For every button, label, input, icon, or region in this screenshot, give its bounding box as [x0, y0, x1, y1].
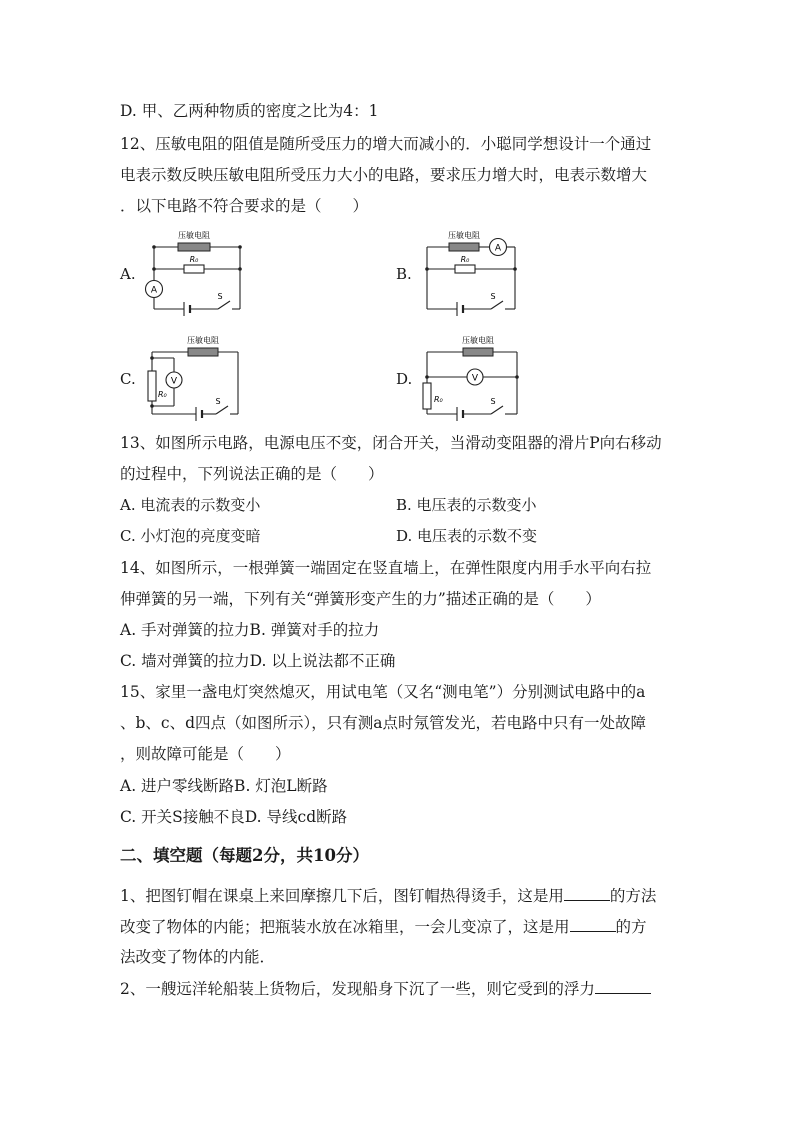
q12-circuit-c [140, 330, 250, 422]
q14-stem-line-1: 14、如图所示，一根弹簧一端固定在竖直墙上，在弹性限度内用手水平向右拉 [120, 559, 652, 577]
fill2-line-1-text: 2、一艘远洋轮船装上货物后，发现船身下沉了一些，则它受到的浮力 [120, 980, 595, 998]
q12-a-switch-label: S [217, 292, 223, 301]
q12-b-r0-label: R₀ [460, 255, 470, 264]
q15-stem-line-3: ，则故障可能是（ ） [120, 745, 291, 763]
q12-d-voltmeter: V [471, 373, 479, 384]
section-2-title: 二、填空题（每题2分，共10分） [120, 846, 369, 865]
q13-option-a: A. 电流表的示数变小 [120, 496, 261, 514]
fill2-blank-1[interactable] [595, 977, 651, 994]
q12-circuit-a [140, 225, 250, 317]
q15-stem-line-2: 、b、c、d四点（如图所示），只有测a点时氖管发光，若电路中只有一处故障 [120, 714, 647, 732]
q12-d-resistor-label: 压敏电阻 [462, 336, 494, 345]
fill1-line-3: 法改变了物体的内能． [120, 948, 276, 966]
q12-stem-line-2: 电表示数反映压敏电阻所受压力大小的电路，要求压力增大时，电表示数增大 [120, 166, 648, 184]
fill1-line-1-text-a: 1、把图钉帽在课桌上来回摩擦几下后，图钉帽热得烫手，这是用 [120, 887, 564, 905]
q13-stem-line-1: 13、如图所示电路，电源电压不变，闭合开关，当滑动变阻器的滑片P向右移动 [120, 434, 662, 452]
q13-option-d: D. 电压表的示数不变 [396, 527, 538, 545]
fill1-line-2-text-a: 改变了物体的内能；把瓶装水放在冰箱里，一会儿变凉了，这是用 [120, 918, 570, 936]
q12-b-resistor-label: 压敏电阻 [448, 231, 480, 240]
q11-option-d: D. 甲、乙两种物质的密度之比为4：1 [120, 102, 379, 120]
q12-option-a-label: A. [120, 265, 136, 283]
q12-stem-line-1: 12、压敏电阻的阻值是随所受压力的增大而减小的．小聪同学想设计一个通过 [120, 135, 652, 153]
q12-circuit-d [413, 330, 523, 422]
fill1-line-2 [120, 915, 647, 938]
fill1-line-2-text-b: 的方 [615, 918, 647, 936]
q12-c-r0-label: R₀ [158, 390, 167, 399]
q12-a-ammeter: A [150, 285, 158, 296]
q15-stem-line-1: 15、家里一盏电灯突然熄灭，用试电笔（又名“测电笔”）分别测试电路中的a [120, 683, 646, 701]
q12-b-switch-label: S [490, 292, 496, 301]
q12-b-pressure-resistor [449, 243, 479, 251]
q12-option-b-label: B. [396, 265, 412, 283]
q13-option-b: B. 电压表的示数变小 [396, 496, 537, 514]
q12-a-resistor-label: 压敏电阻 [178, 231, 210, 240]
q12-c-switch-label: S [215, 397, 221, 406]
q15-options-line-1: A. 进户零线断路B. 灯泡L断路 [120, 777, 328, 795]
q14-options-line-1: A. 手对弹簧的拉力B. 弹簧对手的拉力 [120, 621, 380, 639]
fill1-blank-1[interactable] [564, 884, 610, 901]
q12-a-pressure-resistor [178, 243, 210, 251]
q12-option-d-label: D. [396, 370, 413, 388]
q14-stem-line-2: 伸弹簧的另一端，下列有关“弹簧形变产生的力”描述正确的是（ ） [120, 590, 601, 608]
q12-d-switch-label: S [490, 397, 496, 406]
q12-a-r0-label: R₀ [189, 255, 199, 264]
q14-options-line-2: C. 墙对弹簧的拉力D. 以上说法都不正确 [120, 652, 396, 670]
q12-c-resistor-label: 压敏电阻 [187, 336, 219, 345]
fill1-blank-2[interactable] [570, 915, 616, 932]
q12-b-ammeter: A [494, 243, 502, 254]
q15-options-line-2: C. 开关S接触不良D. 导线cd断路 [120, 808, 348, 826]
fill1-line-1-text-b: 的方法 [609, 887, 657, 905]
q12-d-pressure-resistor [463, 348, 493, 356]
fill1-line-1 [120, 884, 656, 907]
q12-circuit-b [413, 225, 523, 317]
q12-c-voltmeter: V [170, 376, 178, 387]
q13-stem-line-2: 的过程中，下列说法正确的是（ ） [120, 465, 384, 483]
fill2-line-1 [120, 977, 651, 1000]
q12-c-pressure-resistor [188, 348, 218, 356]
q12-stem-line-3: ．以下电路不符合要求的是（ ） [120, 197, 369, 215]
q12-option-c-label: C. [120, 370, 136, 388]
q12-d-r0-label: R₀ [434, 395, 443, 404]
q13-option-c: C. 小灯泡的亮度变暗 [120, 527, 261, 545]
